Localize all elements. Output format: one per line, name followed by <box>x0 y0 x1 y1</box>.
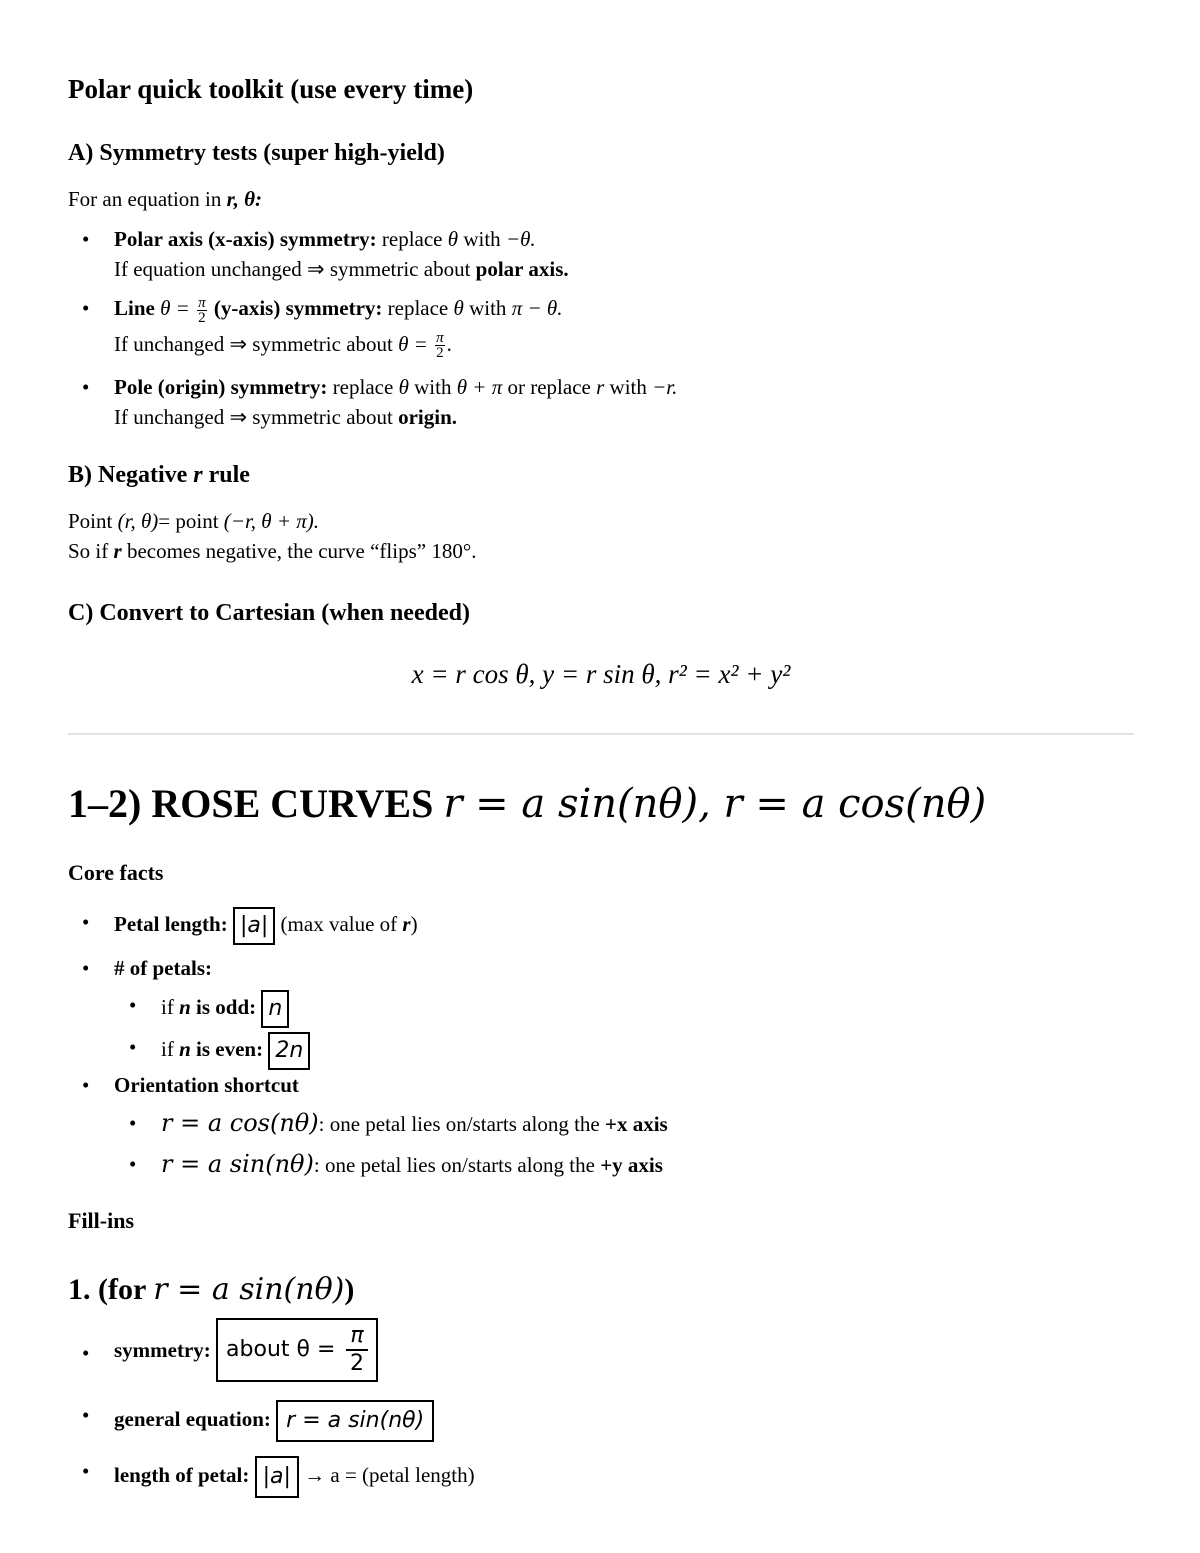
section-b-heading: B) Negative r rule <box>68 462 250 488</box>
section-a-intro: For an equation in r, θ: <box>68 187 263 211</box>
rose-curves-heading: 1–2) ROSE CURVES r = a sin(nθ), r = a cos(nθ) <box>68 781 987 827</box>
fill-ins-heading: Fill-ins <box>68 1208 135 1233</box>
bullet-pole-symmetry: • Pole (origin) symmetry: replace θ with θ + π or replace r with −r. If unchanged ⇒ symmetric about origin. <box>82 375 678 429</box>
bullet-sin-orientation: • r = a sin(nθ): one petal lies on/starts along the +y axis <box>129 1150 663 1178</box>
petal-length-answer-box: |a| <box>255 1456 299 1498</box>
core-facts-heading: Core facts <box>68 860 164 885</box>
even-petals-box: 2n <box>268 1032 310 1070</box>
bullet-polar-axis: • Polar axis (x-axis) symmetry: replace θ with −θ. If equation unchanged ⇒ symmetric about polar axis. <box>82 227 569 281</box>
pi-over-2-fraction: $\frac{\pi}{2}$ <box>436 330 444 362</box>
section-c-heading: C) Convert to Cartesian (when needed) <box>68 600 470 626</box>
odd-petals-box: n <box>261 990 289 1028</box>
bullet-petal-length: • Petal length: |a| (max value of r) <box>114 907 418 945</box>
section-divider <box>68 733 1134 735</box>
pi-over-2-fraction: $\frac{\pi}{2}$ <box>198 294 206 326</box>
cartesian-formula: x = r cos θ, y = r sin θ, r² = x² + y² <box>411 659 791 689</box>
bullet-general-equation: • general equation: r = a sin(nθ) <box>114 1400 434 1442</box>
general-equation-box: r = a sin(nθ) <box>276 1400 434 1442</box>
section-b-text: Point (r, θ)= point (−r, θ + π). So if r becomes negative, the curve “flips” 180°. <box>68 509 477 563</box>
question-1-heading: 1. (for r = a sin(nθ)) <box>68 1272 355 1307</box>
page-title: Polar quick toolkit (use every time) <box>68 74 474 104</box>
petal-length-box: |a| <box>233 907 275 945</box>
symmetry-answer-box: about θ = $\frac{\pi}{2}$ <box>216 1318 378 1382</box>
bullet-line-symmetry: • Line θ = $\frac{\pi}{2}$ (y-axis) symmetry: replace θ with π − θ. If unchanged ⇒ symmetric about θ = $\frac{\pi}{2}$ . <box>82 294 563 362</box>
bullet-even-n: • if n is even: 2n <box>161 1032 310 1070</box>
bullet-petal-length-fillin: • length of petal: |a| → a = (petal length) <box>114 1456 475 1498</box>
bullet-symmetry-fillin: • symmetry: about θ = $\frac{\pi}{2}$ <box>114 1318 378 1382</box>
bullet-orientation: • Orientation shortcut <box>82 1073 299 1097</box>
bullet-odd-n: • if n is odd: n <box>161 990 289 1028</box>
bullet-num-petals: • # of petals: <box>82 956 212 980</box>
section-a-heading: A) Symmetry tests (super high-yield) <box>68 140 445 166</box>
bullet-cos-orientation: • r = a cos(nθ): one petal lies on/starts along the +x axis <box>129 1109 668 1137</box>
